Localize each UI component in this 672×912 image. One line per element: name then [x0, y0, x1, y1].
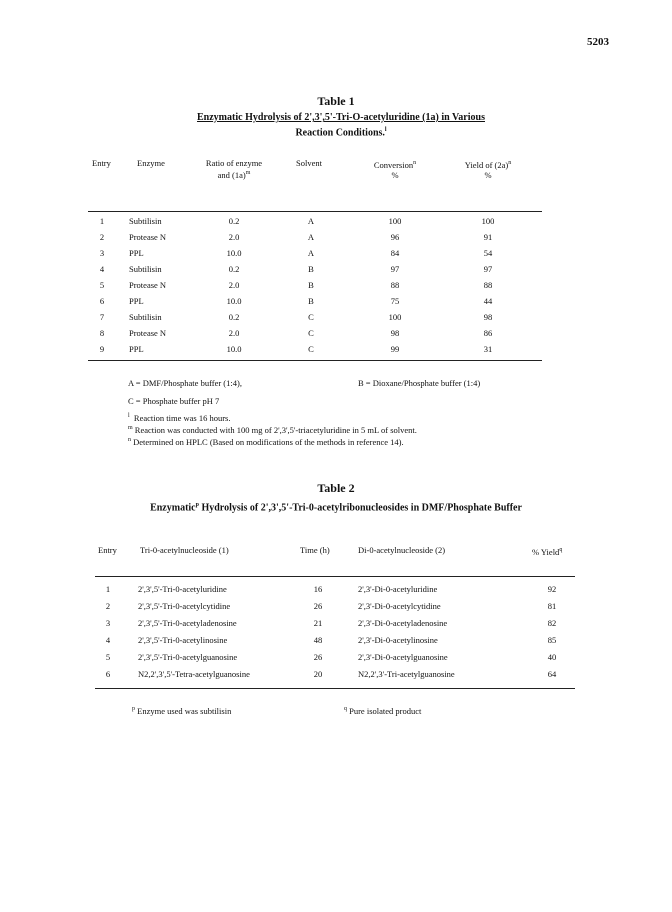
- t1-yield: 31: [483, 344, 493, 354]
- t2-header-yield-text: % Yield: [532, 546, 560, 557]
- t1-conversion: 88: [390, 280, 400, 290]
- t2-di: 2',3'-Di-0-acetylguanosine: [358, 652, 448, 662]
- table-row: [0, 584, 672, 600]
- table-row: [0, 312, 672, 327]
- t2-yield: 82: [547, 618, 557, 628]
- t1-conversion: 98: [390, 328, 400, 338]
- t1-yield: 86: [483, 328, 493, 338]
- t1-enzyme: PPL: [129, 344, 144, 354]
- t1-enzyme: Subtilisin: [129, 216, 162, 226]
- t1-header-ratio-line1: Ratio of enzyme: [205, 158, 263, 168]
- table2-subtitle-b: Hydrolysis of 2',3',5'-Tri-0-acetylribonucleosides in DMF/Phosphate Buffer: [198, 502, 522, 514]
- t1-conversion: 100: [388, 312, 402, 322]
- t1-ratio: 0.2: [228, 264, 240, 274]
- table-row: [0, 618, 672, 634]
- t2-tri: 2',3',5'-Tri-0-acetyluridine: [138, 584, 227, 594]
- t1-yield: 54: [483, 248, 493, 258]
- t1-solvent: C: [308, 328, 314, 338]
- t1-header-yield-line1: Yield of (2a): [464, 159, 509, 170]
- t2-time: 26: [313, 652, 323, 662]
- fn-mark-l: l: [128, 413, 130, 420]
- t1-solvent: B: [308, 264, 314, 274]
- t2-di: 2',3'-Di-0-acetylcytidine: [358, 601, 441, 611]
- t1-header-ratio-sup: m: [245, 170, 251, 176]
- t1-header-conversion-line1: Conversion: [373, 159, 414, 170]
- table-row: [0, 248, 672, 263]
- t1-header-yield-sup: n: [508, 160, 512, 166]
- t1-solvent: C: [308, 312, 314, 322]
- t1-solvent: C: [308, 344, 314, 354]
- t1-header-solvent: Solvent: [296, 158, 322, 168]
- t2-header-tri: Tri-0-acetylnucleoside (1): [140, 545, 229, 555]
- table-row: [0, 344, 672, 359]
- t1-header-yield: [448, 158, 528, 180]
- t1-header-yield-line2: %: [484, 169, 492, 180]
- t2-entry: 5: [105, 652, 111, 662]
- table-row: [0, 601, 672, 617]
- table-row: [0, 296, 672, 311]
- t2-entry: 4: [105, 635, 111, 645]
- t1-entry: 5: [99, 280, 105, 290]
- fn-text-p: Enzyme used was subtilisin: [137, 706, 232, 716]
- t1-yield: 98: [483, 312, 493, 322]
- t1-conversion: 97: [390, 264, 400, 274]
- t1-enzyme: PPL: [129, 296, 144, 306]
- t1-enzyme: Protease N: [129, 328, 167, 338]
- table-row: [0, 328, 672, 343]
- t1-footnote-m: [128, 425, 417, 435]
- t1-header-enzyme: Enzyme: [137, 158, 165, 168]
- t1-conversion: 100: [388, 216, 402, 226]
- t2-entry: 2: [105, 601, 111, 611]
- t2-di: 2',3'-Di-0-acetylinosine: [358, 635, 438, 645]
- fn-text-q: Pure isolated product: [349, 706, 422, 716]
- table1-subtitle-line2: Reaction Conditions.: [295, 127, 385, 139]
- t1-header-conversion-sup: n: [413, 160, 417, 166]
- t2-time: 26: [313, 601, 323, 611]
- table-row: [0, 264, 672, 279]
- t1-entry: 3: [99, 248, 105, 258]
- fn-text-l: Reaction time was 16 hours.: [133, 413, 231, 423]
- t1-note-c: C = Phosphate buffer pH 7: [128, 396, 220, 406]
- table2-subtitle-sup: p: [195, 502, 199, 508]
- t1-conversion: 99: [390, 344, 400, 354]
- t1-top-rule: [88, 211, 542, 212]
- t2-yield: 81: [547, 601, 557, 611]
- t1-bottom-rule: [88, 360, 542, 361]
- t2-header-yield: [532, 545, 562, 557]
- t2-time: 20: [313, 669, 323, 679]
- fn-text-n: Determined on HPLC (Based on modifications of the methods in reference 14).: [133, 437, 404, 447]
- t1-entry: 1: [99, 216, 105, 226]
- t2-yield: 92: [547, 584, 557, 594]
- t1-note-a: A = DMF/Phosphate buffer (1:4),: [128, 378, 242, 388]
- t1-yield: 100: [481, 216, 495, 226]
- t1-entry: 4: [99, 264, 105, 274]
- fn-mark-n: n: [128, 437, 131, 444]
- t2-bottom-rule: [95, 688, 575, 689]
- table1-subtitle-line1: Enzymatic Hydrolysis of 2',3',5'-Tri-O-acetyluridine (1a) in Various: [197, 112, 485, 123]
- t1-ratio: 2.0: [228, 280, 240, 290]
- page-number: 5203: [587, 36, 609, 48]
- table-row: [0, 232, 672, 247]
- t1-enzyme: Protease N: [129, 232, 167, 242]
- t1-ratio: 10.0: [226, 248, 242, 258]
- t1-enzyme: PPL: [129, 248, 144, 258]
- table1-subtitle: [150, 112, 532, 139]
- t1-solvent: B: [308, 296, 314, 306]
- t2-header-di: Di-0-acetylnucleoside (2): [358, 545, 446, 555]
- fn-text-m: Reaction was conducted with 100 mg of 2',3',5'-triacetyluridine in 5 mL of solvent.: [134, 425, 417, 435]
- t2-yield: 85: [547, 635, 557, 645]
- t1-entry: 8: [99, 328, 105, 338]
- table1-subtitle-sup: l: [384, 127, 387, 133]
- t1-entry: 6: [99, 296, 105, 306]
- t1-yield: 91: [483, 232, 493, 242]
- t1-yield: 44: [483, 296, 493, 306]
- fn-mark-m: m: [128, 425, 133, 432]
- t1-footnote-l: [128, 413, 230, 423]
- t2-yield: 40: [547, 652, 557, 662]
- t1-header-conversion-line2: %: [391, 169, 399, 180]
- t2-footnote-q: [344, 706, 421, 716]
- table1-title: Table 1: [317, 94, 355, 108]
- t2-entry: 6: [105, 669, 111, 679]
- t1-solvent: A: [307, 216, 315, 226]
- t2-tri: N2,2',3',5'-Tetra-acetylguanosine: [138, 669, 250, 679]
- t2-time: 21: [313, 618, 323, 628]
- table-row: [0, 652, 672, 668]
- t1-entry: 7: [99, 312, 105, 322]
- table2-subtitle: [0, 502, 672, 513]
- t2-yield: 64: [547, 669, 557, 679]
- t1-solvent: A: [307, 232, 315, 242]
- table-row: [0, 669, 672, 685]
- t2-di: N2,2',3'-Tri-acetylguanosine: [358, 669, 455, 679]
- table-row: [0, 216, 672, 231]
- t1-note-b: B = Dioxane/Phosphate buffer (1:4): [358, 378, 481, 388]
- t2-header-entry: Entry: [98, 545, 117, 555]
- table2-subtitle-a: Enzymatic: [150, 502, 196, 514]
- t2-tri: 2',3',5'-Tri-0-acetyladenosine: [138, 618, 237, 628]
- t1-conversion: 96: [390, 232, 400, 242]
- t1-conversion: 75: [390, 296, 400, 306]
- table-row: [0, 635, 672, 651]
- t1-enzyme: Subtilisin: [129, 312, 162, 322]
- t1-conversion: 84: [390, 248, 400, 258]
- t1-yield: 97: [483, 264, 493, 274]
- t1-ratio: 0.2: [228, 216, 240, 226]
- t2-tri: 2',3',5'-Tri-0-acetylguanosine: [138, 652, 238, 662]
- t2-entry: 3: [105, 618, 111, 628]
- t1-ratio: 10.0: [226, 296, 242, 306]
- fn-mark-q: q: [344, 706, 347, 713]
- t2-tri: 2',3',5'-Tri-0-acetylcytidine: [138, 601, 231, 611]
- t2-time: 48: [313, 635, 323, 645]
- t2-time: 16: [313, 584, 323, 594]
- t2-header-yield-sup: q: [559, 547, 563, 553]
- t1-solvent: B: [308, 280, 314, 290]
- t1-header-ratio-line2: and (1a): [217, 169, 246, 180]
- t2-di: 2',3'-Di-0-acetyluridine: [358, 584, 438, 594]
- t1-header-entry: Entry: [92, 158, 111, 168]
- t2-footnote-p: [132, 706, 231, 716]
- fn-mark-p: p: [132, 706, 135, 713]
- t1-yield: 88: [483, 280, 493, 290]
- t1-enzyme: Subtilisin: [129, 264, 162, 274]
- t1-ratio: 2.0: [228, 232, 240, 242]
- t1-enzyme: Protease N: [129, 280, 167, 290]
- t1-ratio: 10.0: [226, 344, 242, 354]
- table2-title: Table 2: [317, 481, 355, 495]
- t2-top-rule: [95, 576, 575, 577]
- t1-solvent: A: [307, 248, 315, 258]
- t1-footnote-n: [128, 437, 404, 447]
- t2-entry: 1: [105, 584, 111, 594]
- t1-entry: 9: [99, 344, 105, 354]
- t2-di: 2',3'-Di-0-acetyladenosine: [358, 618, 448, 628]
- t1-ratio: 0.2: [228, 312, 240, 322]
- t2-tri: 2',3',5'-Tri-0-acetylinosine: [138, 635, 228, 645]
- t1-header-ratio: [182, 158, 286, 180]
- t2-header-time: Time (h): [300, 545, 330, 555]
- t1-entry: 2: [99, 232, 105, 242]
- t1-ratio: 2.0: [228, 328, 240, 338]
- table-row: [0, 280, 672, 295]
- t1-header-conversion: [360, 158, 430, 180]
